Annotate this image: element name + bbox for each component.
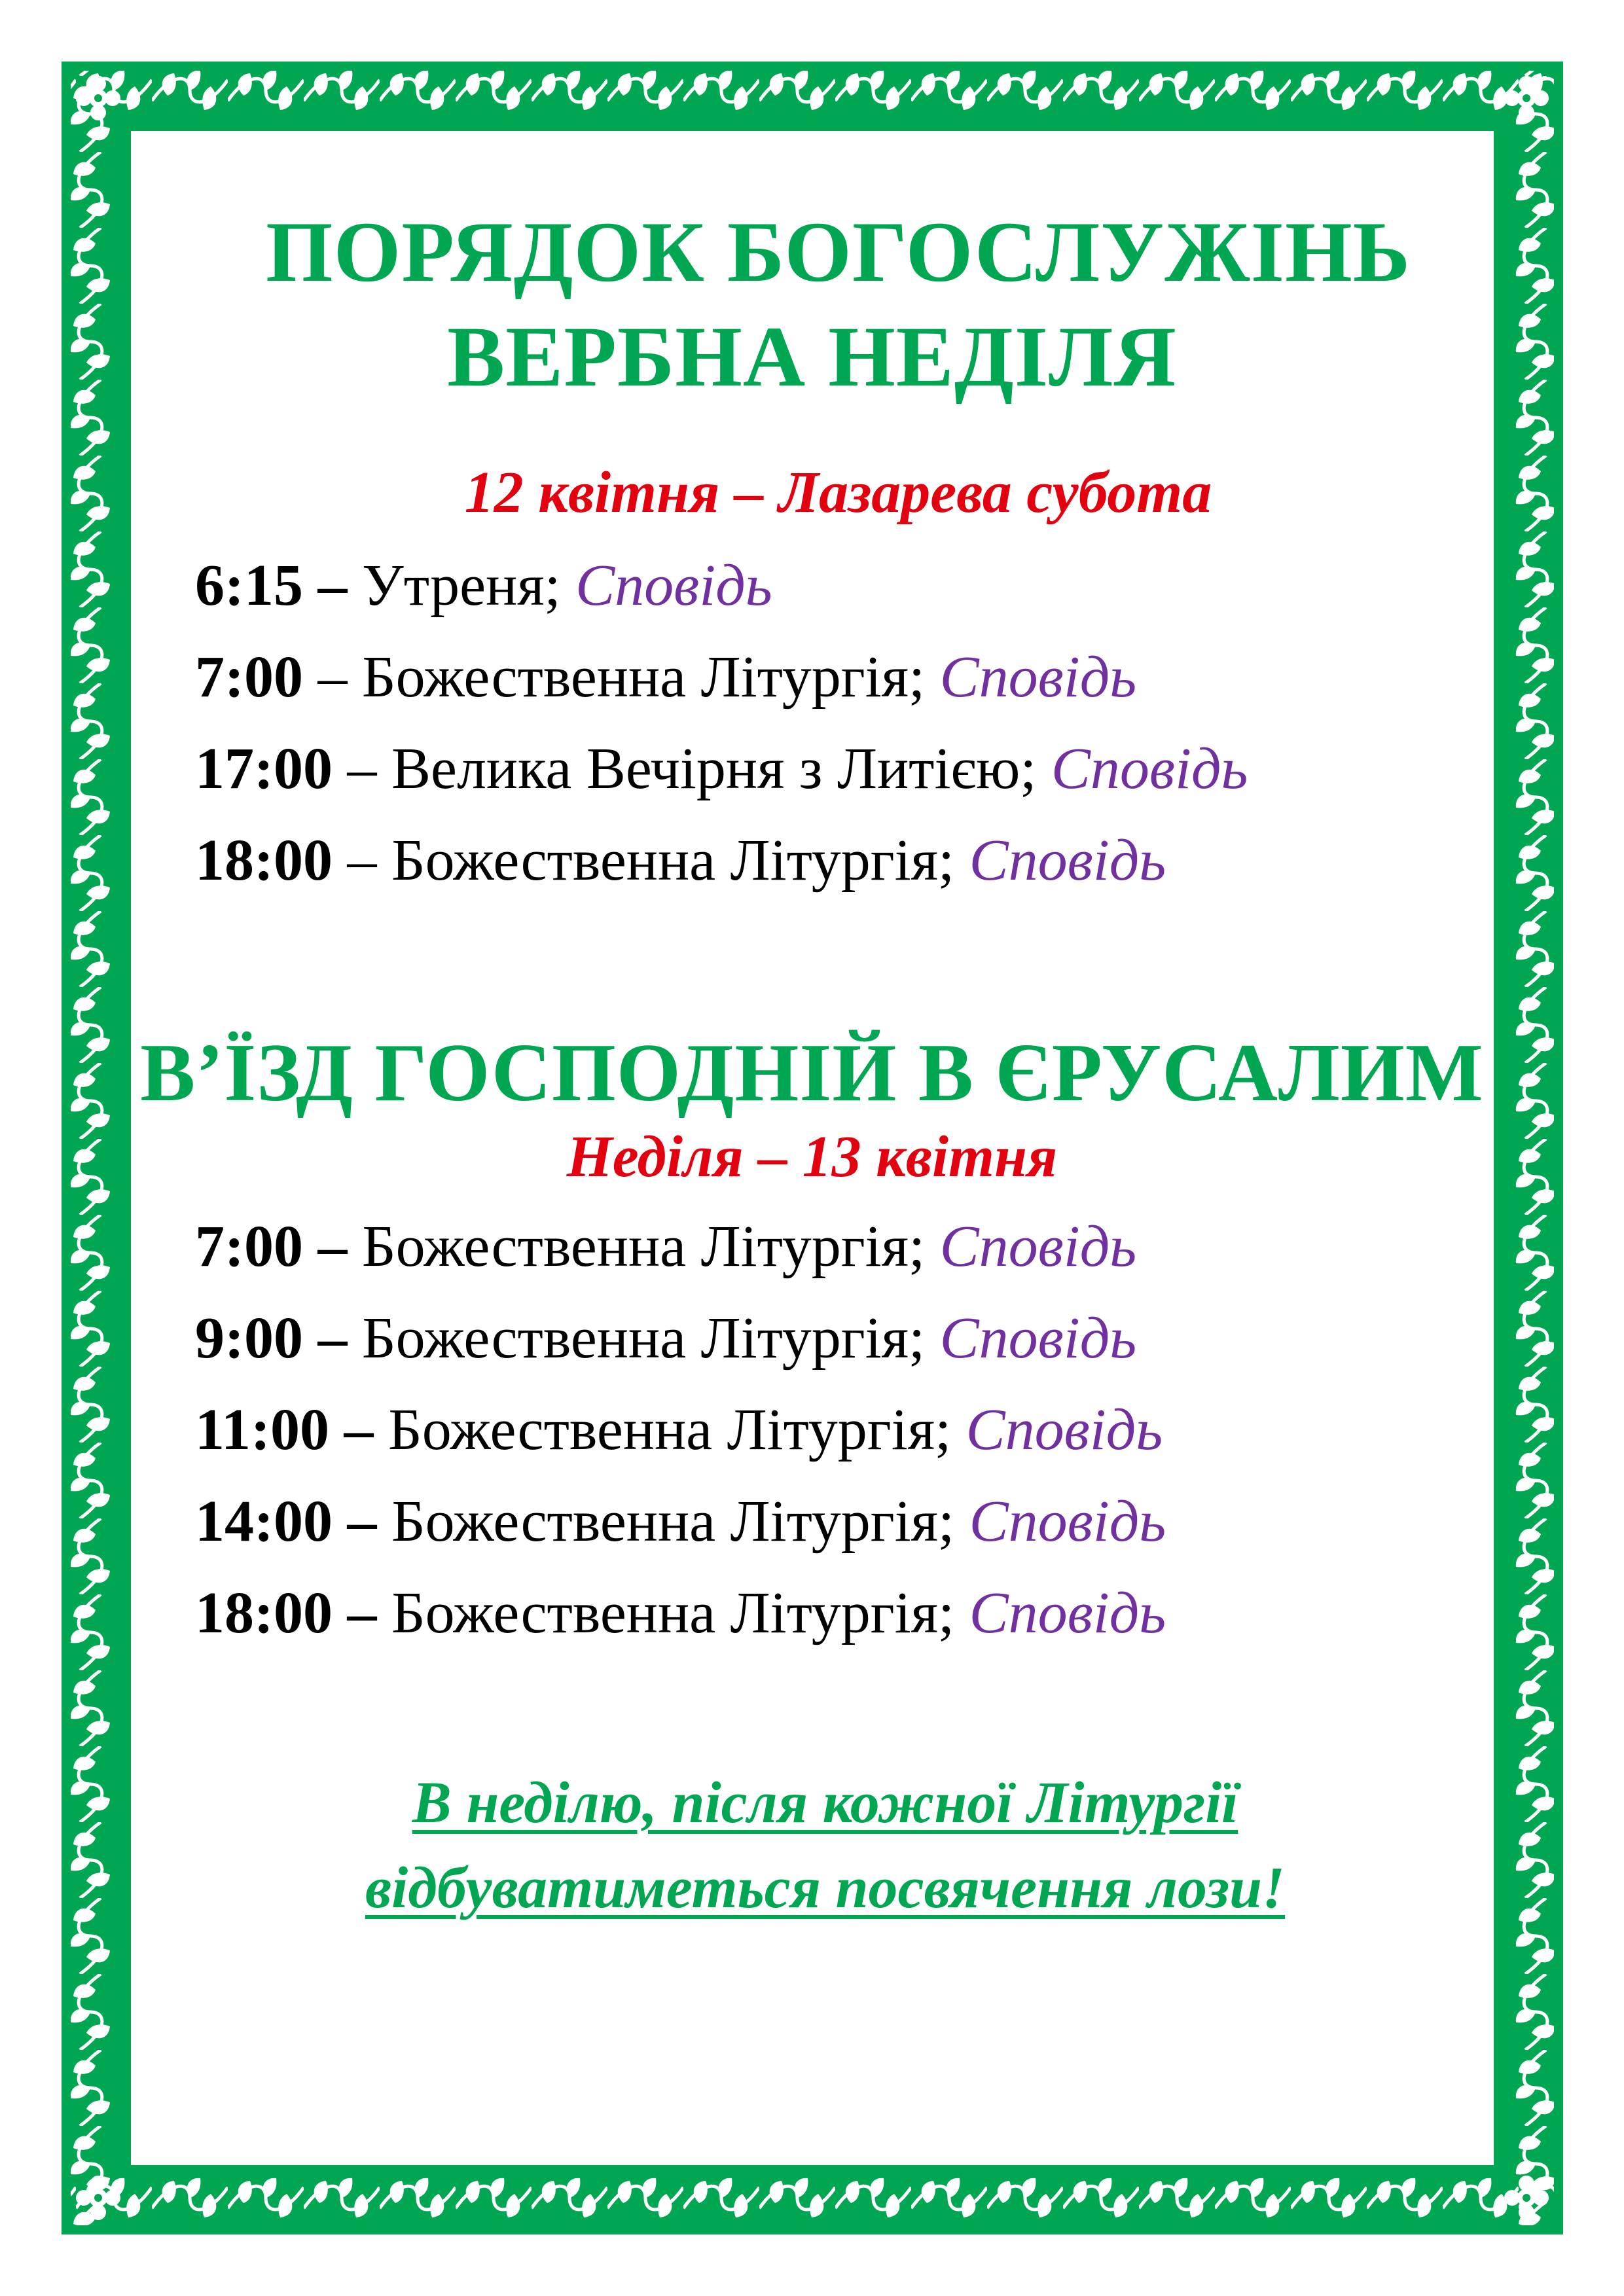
schedule-row xyxy=(195,645,1136,710)
schedule-row xyxy=(195,1214,1136,1280)
schedule-row xyxy=(195,1397,1163,1463)
service-name: Божественна Літургія; xyxy=(376,1489,969,1554)
page-title-line1: ПОРЯДОК БОГОСЛУЖІНЬ xyxy=(265,204,1411,300)
service-time: 17:00 xyxy=(195,736,333,801)
blessing-note-line1: В неділю, після кожної Літургії xyxy=(412,1770,1238,1835)
service-time: 18:00 xyxy=(195,828,333,893)
service-time: 18:00 – xyxy=(195,1581,377,1645)
schedule-row xyxy=(195,736,1248,802)
service-name: Утреня; xyxy=(361,553,576,618)
time-separator: – xyxy=(332,736,391,801)
time-separator: – xyxy=(332,828,391,893)
confession-note: Сповідь xyxy=(939,1214,1137,1279)
confession-note: Сповідь xyxy=(1051,736,1248,801)
confession-note: Сповідь xyxy=(575,553,772,618)
service-time: 14:00 – xyxy=(195,1489,377,1554)
sunday-feast-title: В’ЇЗД ГОСПОДНІЙ В ЄРУСАЛИМ xyxy=(140,1028,1484,1119)
schedule-row xyxy=(195,1581,1166,1646)
time-separator: – xyxy=(302,645,362,709)
confession-note: Сповідь xyxy=(965,1397,1163,1462)
service-time: 9:00 – xyxy=(195,1306,348,1371)
service-name: Божественна Літургія; xyxy=(373,1397,966,1462)
sunday-date-heading: Неділя – 13 квітня xyxy=(566,1124,1058,1189)
confession-note: Сповідь xyxy=(969,1489,1166,1554)
schedule-row xyxy=(195,828,1166,893)
service-time: 7:00 – xyxy=(195,1214,348,1279)
blessing-note-line2: відбуватиметься посвячення лози! xyxy=(365,1856,1286,1920)
service-time: 7:00 xyxy=(195,645,303,709)
service-time: 6:15 xyxy=(195,553,303,618)
schedule-row xyxy=(195,553,772,619)
page-title-line2: ВЕРБНА НЕДІЛЯ xyxy=(447,308,1177,404)
service-time: 11:00 – xyxy=(195,1397,374,1462)
service-name: Божественна Літургія; xyxy=(376,1581,969,1645)
schedule-row xyxy=(195,1489,1166,1554)
service-name: Божественна Літургія; xyxy=(361,645,940,709)
confession-note: Сповідь xyxy=(939,1306,1137,1371)
saturday-date-heading: 12 квітня – Лазарева субота xyxy=(464,460,1212,525)
service-name: Божественна Літургія; xyxy=(347,1214,940,1279)
service-name: Божественна Літургія; xyxy=(391,828,969,893)
service-name: Велика Вечірня з Литією; xyxy=(391,736,1051,801)
confession-note: Сповідь xyxy=(969,828,1166,893)
time-separator: – xyxy=(302,553,362,618)
confession-note: Сповідь xyxy=(939,645,1137,709)
schedule-row xyxy=(195,1306,1136,1371)
service-name: Божественна Літургія; xyxy=(347,1306,940,1371)
confession-note: Сповідь xyxy=(969,1581,1166,1645)
